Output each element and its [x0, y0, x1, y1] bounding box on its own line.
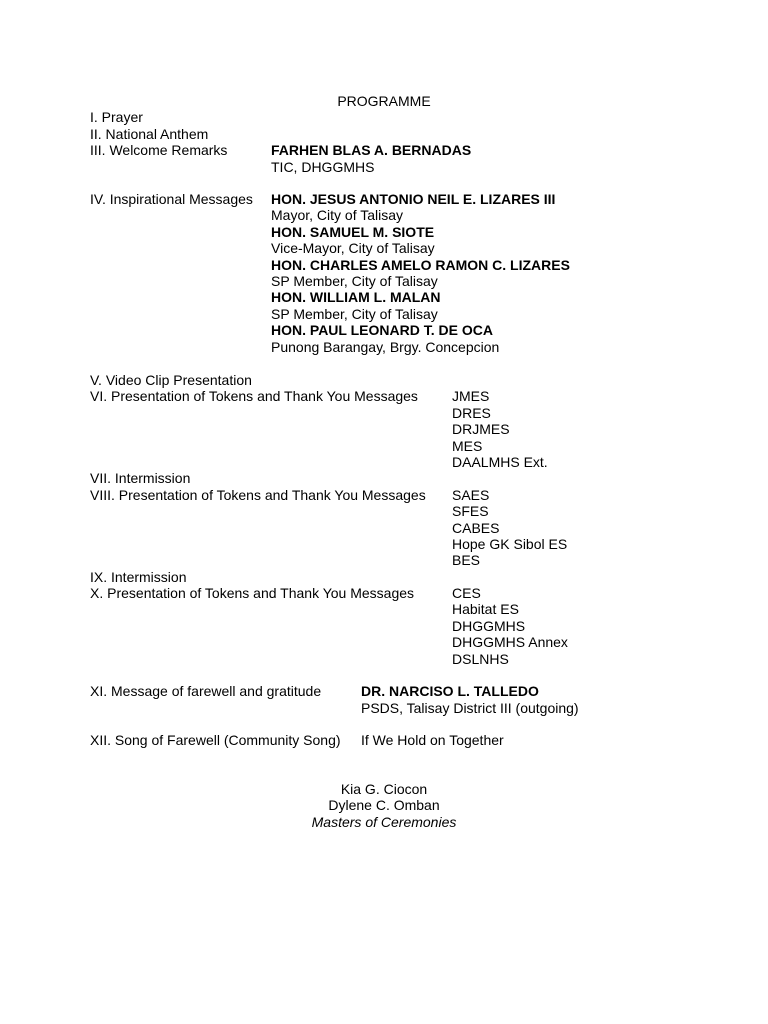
school-name: Hope GK Sibol ES [452, 536, 568, 552]
school-name: SAES [452, 487, 490, 503]
speaker-role: SP Member, City of Talisay [271, 273, 438, 289]
item-intermission-1: VII. Intermission [90, 470, 191, 486]
school-name: DRES [452, 405, 491, 421]
item-national-anthem: II. National Anthem [90, 126, 209, 142]
speaker-name: HON. WILLIAM L. MALAN [271, 289, 441, 305]
item-video-clip: V. Video Clip Presentation [90, 372, 252, 388]
speaker-role: Vice-Mayor, City of Talisay [271, 240, 435, 256]
item-inspirational-messages: IV. Inspirational Messages [90, 191, 253, 207]
welcome-speaker-name: FARHEN BLAS A. BERNADAS [271, 142, 472, 158]
school-name: DRJMES [452, 421, 510, 437]
speaker-name: HON. CHARLES AMELO RAMON C. LIZARES [271, 257, 570, 273]
speaker-role: SP Member, City of Talisay [271, 306, 438, 322]
school-name: DHGGMHS Annex [452, 634, 568, 650]
song-title: If We Hold on Together [361, 732, 504, 748]
school-name: DHGGMHS [452, 618, 526, 634]
item-prayer: I. Prayer [90, 109, 143, 125]
speaker-role: Punong Barangay, Brgy. Concepcion [271, 339, 500, 355]
item-intermission-2: IX. Intermission [90, 569, 187, 585]
emcee-name: Dylene C. Omban [328, 797, 440, 813]
item-welcome-remarks: III. Welcome Remarks [90, 142, 228, 158]
item-farewell-message: XI. Message of farewell and gratitude [90, 683, 322, 699]
school-name: CABES [452, 520, 500, 536]
page-title: PROGRAMME [337, 93, 431, 109]
school-name: MES [452, 438, 483, 454]
school-name: CES [452, 585, 481, 601]
school-name: DAALMHS Ext. [452, 454, 548, 470]
speaker-name: HON. SAMUEL M. SIOTE [271, 224, 435, 240]
item-tokens-2: VIII. Presentation of Tokens and Thank You Messages [90, 487, 426, 503]
farewell-speaker-name: DR. NARCISO L. TALLEDO [361, 683, 539, 699]
speaker-role: Mayor, City of Talisay [271, 207, 404, 223]
school-name: SFES [452, 503, 489, 519]
farewell-speaker-role: PSDS, Talisay District III (outgoing) [361, 700, 579, 716]
item-tokens-3: X. Presentation of Tokens and Thank You Messages [90, 585, 415, 601]
emcee-name: Kia G. Ciocon [340, 781, 428, 797]
item-tokens-1: VI. Presentation of Tokens and Thank You Messages [90, 388, 418, 404]
emcees-label: Masters of Ceremonies [311, 814, 457, 830]
school-name: BES [452, 552, 481, 568]
item-farewell-song: XII. Song of Farewell (Community Song) [90, 732, 341, 748]
school-name: JMES [452, 388, 490, 404]
speaker-name: HON. JESUS ANTONIO NEIL E. LIZARES III [271, 191, 556, 207]
speaker-name: HON. PAUL LEONARD T. DE OCA [271, 322, 493, 338]
school-name: DSLNHS [452, 651, 509, 667]
school-name: Habitat ES [452, 601, 519, 617]
welcome-speaker-role: TIC, DHGGMHS [271, 159, 375, 175]
